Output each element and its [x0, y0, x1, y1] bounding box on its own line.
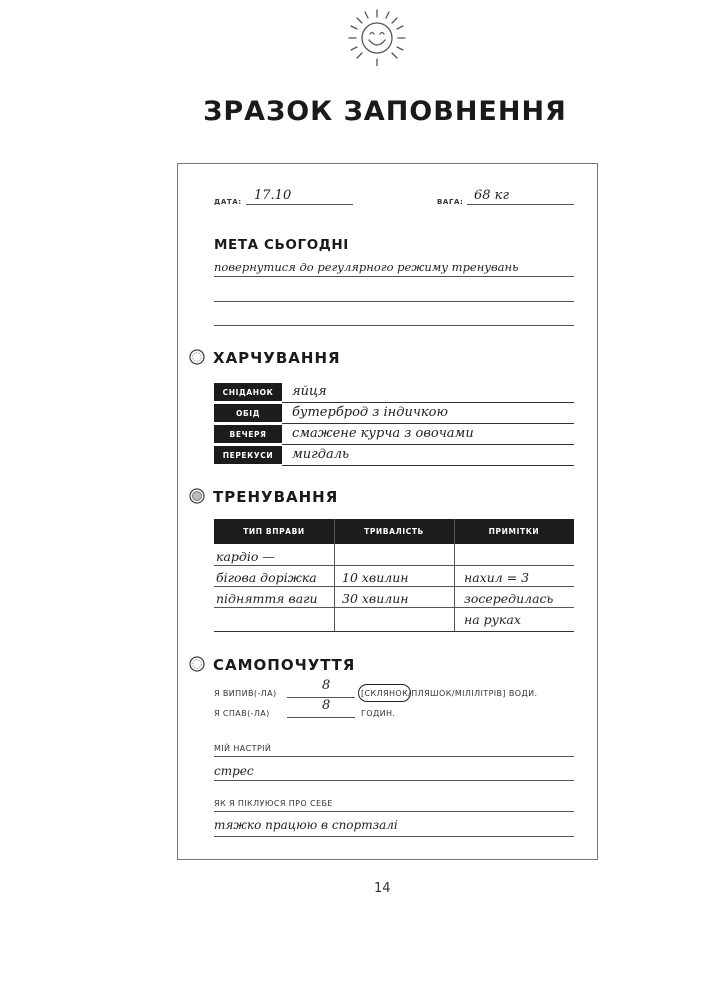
nutrition-title: ХАРЧУВАННЯ	[213, 349, 341, 367]
meal-label: СНІДАНОК	[214, 383, 282, 401]
meal-value: смажене курча з овочами	[292, 426, 474, 441]
row-divider	[214, 586, 574, 587]
goal-line-2	[214, 301, 574, 302]
meal-value: мигдаль	[292, 447, 350, 462]
training-table	[214, 519, 574, 632]
training-cell: 10 хвилин	[342, 570, 409, 585]
training-table-header	[214, 519, 574, 544]
column-header-notes: ПРИМІТКИ	[488, 527, 540, 536]
meal-row-dinner	[214, 425, 574, 445]
date-value: 17.10	[254, 188, 292, 203]
goal-line-3	[214, 325, 574, 326]
meal-value: яйця	[292, 384, 327, 399]
meal-line	[282, 423, 574, 424]
selfcare-line	[214, 836, 574, 837]
column-divider	[334, 519, 335, 631]
column-header-type: ТИП ВПРАВИ	[243, 527, 305, 536]
meal-row-breakfast	[214, 383, 574, 403]
circle-check-icon	[189, 349, 205, 365]
meal-line	[282, 465, 574, 466]
date-line	[246, 204, 353, 205]
training-cell: на руках	[464, 612, 521, 627]
meal-line	[282, 402, 574, 403]
sleep-prefix: Я СПАВ(-ЛА)	[214, 709, 270, 718]
meal-label: ОБІД	[214, 404, 282, 422]
meal-line	[282, 444, 574, 445]
row-divider	[214, 565, 574, 566]
selfcare-value: тяжко працюю в спортзалі	[214, 818, 398, 832]
mood-label: МІЙ НАСТРІЙ	[214, 744, 272, 753]
water-line	[287, 697, 355, 698]
row-divider	[214, 607, 574, 608]
training-cell: підняття ваги	[216, 591, 318, 606]
weight-label: ВАГА:	[437, 198, 464, 206]
training-cell: кардіо —	[216, 549, 275, 564]
training-cell: 30 хвилин	[342, 591, 409, 606]
training-cell: бігова доріжка	[216, 570, 317, 585]
meal-row-snacks	[214, 446, 574, 466]
meal-value: бутерброд з індичкою	[292, 405, 448, 420]
mood-line	[214, 780, 574, 781]
sleep-value: 8	[322, 698, 331, 713]
selfcare-line	[214, 811, 574, 812]
date-label: ДАТА:	[214, 198, 242, 206]
circle-check-icon	[189, 656, 205, 672]
goal-title: МЕТА СЬОГОДНІ	[214, 237, 349, 253]
training-title: ТРЕНУВАННЯ	[213, 488, 339, 506]
water-prefix: Я ВИПИВ(-ЛА)	[214, 689, 277, 698]
mood-line	[214, 756, 574, 757]
selfcare-label: ЯК Я ПІКЛУЮСЯ ПРО СЕБЕ	[214, 799, 333, 808]
column-header-duration: ТРИВАЛІСТЬ	[364, 527, 424, 536]
weight-line	[467, 204, 574, 205]
sleep-line	[287, 717, 355, 718]
goal-value: повернутися до регулярного режиму тренувань	[214, 260, 519, 274]
training-cell: зосередилась	[464, 591, 554, 606]
sleep-suffix: ГОДИН.	[361, 709, 396, 718]
column-divider	[454, 519, 455, 631]
goal-line-1	[214, 276, 574, 277]
meal-label: ВЕЧЕРЯ	[214, 425, 282, 443]
circle-check-icon	[189, 488, 205, 504]
water-value: 8	[322, 678, 331, 693]
page-number: 14	[374, 881, 391, 896]
sample-form-card	[177, 163, 598, 860]
wellbeing-title: САМОПОЧУТТЯ	[213, 656, 356, 674]
page-title: ЗРАЗОК ЗАПОВНЕННЯ	[203, 96, 567, 127]
sun-smile-icon	[347, 6, 407, 66]
meal-label: ПЕРЕКУСИ	[214, 446, 282, 464]
mood-value: стрес	[214, 764, 254, 778]
water-suffix: [СКЛЯНОК/ПЛЯШОК/МІЛІЛІТРІВ] ВОДИ.	[361, 689, 538, 698]
meal-row-lunch	[214, 404, 574, 424]
weight-value: 68 кг	[474, 188, 510, 203]
training-cell: нахил = 3	[464, 570, 530, 585]
